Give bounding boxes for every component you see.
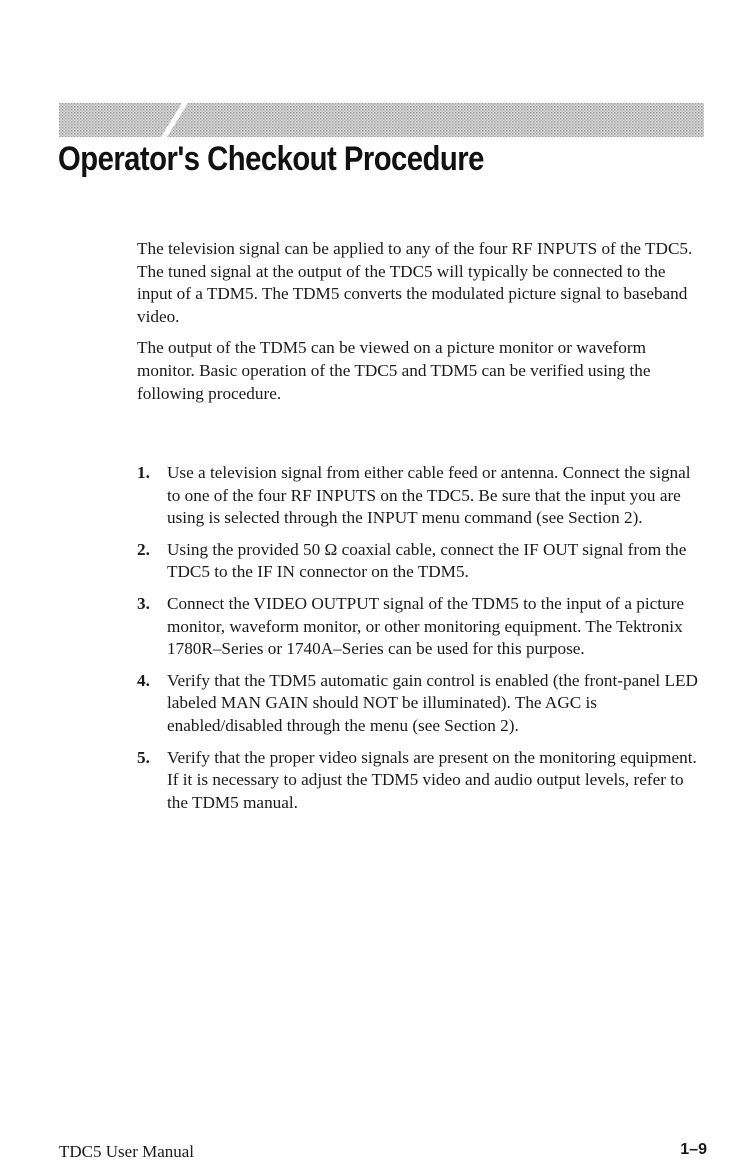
step-number: 3. (137, 593, 150, 613)
procedure-step (137, 539, 703, 584)
step-number: 5. (137, 747, 150, 767)
banner-left-block (59, 103, 182, 137)
section-header-banner (59, 103, 704, 137)
page-title: Operator's Checkout Procedure (58, 140, 484, 178)
procedure-step (137, 593, 703, 661)
intro-text (137, 238, 703, 414)
banner-right-block (167, 103, 704, 137)
step-number: 2. (137, 539, 150, 559)
step-text: Verify that the TDM5 automatic gain control is enabled (the front-panel LED labeled MAN GAIN should NOT be illuminated). The AGC is enabled/disabled through the menu (see Section 2). (167, 670, 698, 735)
step-text: Connect the VIDEO OUTPUT signal of the TDM5 to the input of a picture monitor, waveform monitor, or other monitoring equipment. The Tektronix 1780R–Series or 1740A–Series can be used for this purpose. (167, 593, 684, 659)
intro-paragraph: The television signal can be applied to any of the four RF INPUTS of the TDC5. The tuned signal at the output of the TDC5 will typically be connected to the input of a TDM5. The TDM5 converts the modulated picture signal to baseband video. (137, 239, 693, 326)
step-number: 4. (137, 670, 150, 690)
procedure-step (137, 747, 703, 815)
footer-manual-title: TDC5 User Manual (59, 1142, 195, 1161)
step-text: Using the provided 50 Ω coaxial cable, connect the IF OUT signal from the TDC5 to the IF IN connector on the TDM5. (167, 539, 687, 582)
step-text: Use a television signal from either cable feed or antenna. Connect the signal to one of the four RF INPUTS on the TDC5. Be sure that the input you are using is selected through the INPUT menu command (see Section 2). (167, 463, 691, 528)
banner-graphic (59, 103, 704, 137)
step-number: 1. (137, 463, 150, 482)
step-text: Verify that the proper video signals are present on the monitoring equipment. If it is necessary to adjust the TDM5 video and audio output levels, refer to the TDM5 manual. (167, 747, 697, 812)
intro-paragraph: The output of the TDM5 can be viewed on a picture monitor or waveform monitor. Basic operation of the TDC5 and TDM5 can be verified using the following procedure. (137, 338, 651, 403)
procedure-step (137, 462, 703, 530)
procedure-steps (137, 462, 703, 823)
procedure-step (137, 670, 703, 738)
footer-page-number: 1–9 (680, 1141, 707, 1158)
